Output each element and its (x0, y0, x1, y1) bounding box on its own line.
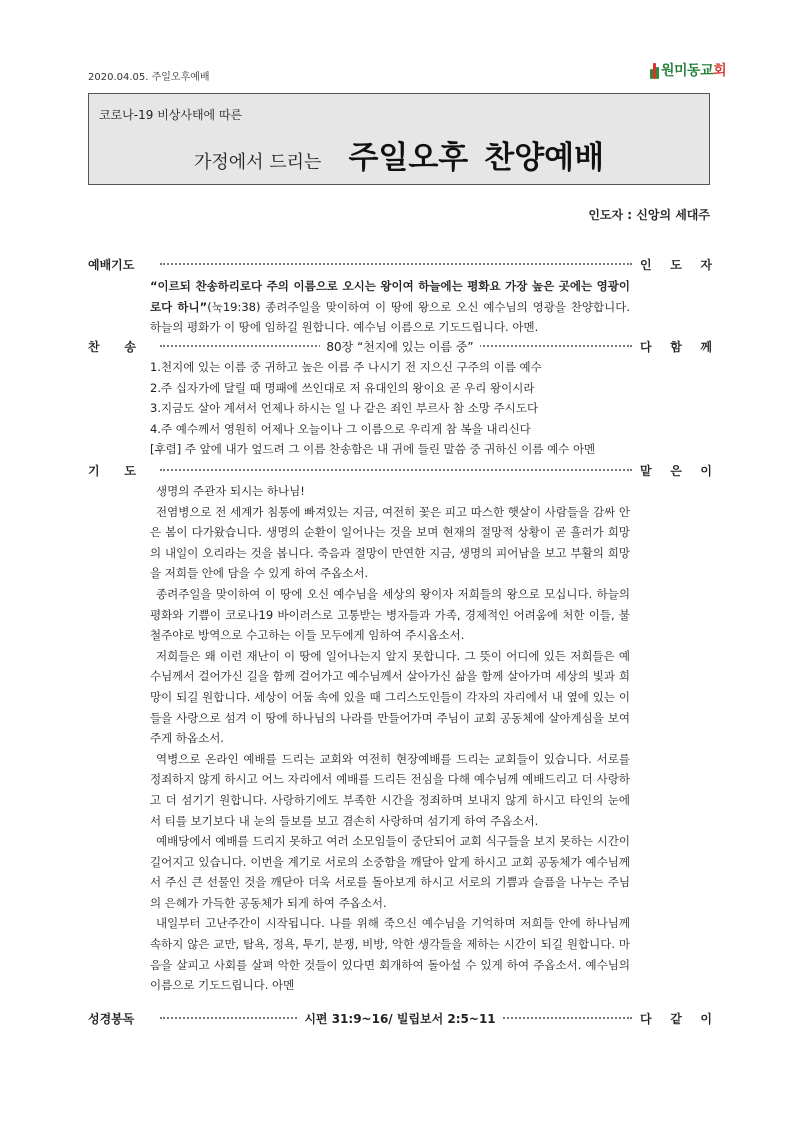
hymn-verse: 3.지금도 살아 계셔서 언제나 하시는 일 나 같은 죄인 부르사 참 소망 주시도다 (150, 401, 539, 416)
title-subtitle: 코로나-19 비상사태에 따른 (99, 108, 243, 122)
hymn-verse: 1.천지에 있는 이름 중 귀하고 높은 이름 주 나시기 전 지으신 구주의 이름 예수 (150, 360, 542, 374)
call-body: (눅19:38) 종려주일을 맞이하여 이 땅에 왕으로 오신 예수님의 영광을 찬양합니다. 하늘의 평화가 이 땅에 임하길 원합니다. 예수님 이름으로 기도드립니다. 아멘. (150, 299, 631, 335)
hymn-verses (150, 357, 630, 460)
order-row-call (88, 256, 712, 274)
prayer-paragraph: 전염병으로 전 세계가 침통에 빠져있는 지금, 여전히 꽃은 피고 따스한 햇살이 사람들을 감싸 안은 봄이 다가왔습니다. 생명의 순환이 일어나는 것을 보며 현재의 절망적 상황이 곧 흘러가 희망의 내일이 오리라는 것을 봅니다. 죽음과 절망이 만연한 지금, 생명의 피어남을 보고 부활의 희망을 저희들 안에 담을 수 있게 하여 주옵소서. (150, 504, 630, 581)
call-text (150, 276, 630, 338)
order-label: 예배기도 (88, 258, 135, 272)
hymn-verse: 2.주 십자가에 달릴 때 명패에 쓰인대로 저 유대인의 왕이요 곧 우리 왕이시라 (150, 380, 535, 395)
call-quote: “이르되 찬송하리로다 주의 이름으로 오시는 왕이여 하늘에는 평화요 가장 높은 곳에는 영광이로다 하니” (150, 279, 630, 314)
title-big: 주일오후 찬양예배 (348, 140, 605, 176)
header-date: 2020.04.05. 주일오후예배 (88, 72, 210, 83)
prayer-paragraph: 저희들은 왜 이런 재난이 이 땅에 일어나는지 알지 못합니다. 그 뜻이 어디에 있든 저희들은 예수님께서 걸어가신 길을 함께 걸어가고 예수님께서 살아가신 삶을 함께 살아가며 세상의 빛과 희망이 되길 원합니다. 세상이 어둠 속에 있을 때 그리스도인들이 각자의 자리에서 내 옆에 있는 이들을 사랑으로 섬겨 이 땅에 하나님의 나라를 만들어가며 주님이 교회 공동체에 살아계심을 보여주게 하옵소서. (150, 648, 630, 746)
order-label: 찬 송 (88, 340, 136, 354)
scripture-reference: 시편 31:9~16/ 빌립보서 2:5~11 (88, 1010, 712, 1027)
logo-mark-icon (650, 61, 659, 79)
church-logo (650, 60, 726, 80)
prayer-paragraph: 역병으로 온라인 예배를 드리는 교회와 여전히 현장예배를 드리는 교회들이 있습니다. 서로를 정죄하지 않게 하시고 어느 자리에서 예배를 드리든 전심을 다해 예수님께 예배드리고 더 사랑하고 더 섬기기 원합니다. 사랑하기에도 부족한 시간을 정죄하며 보내지 않게 하시고 타인의 눈에서 티를 보기보다 내 눈의 들보를 보고 겸손히 사랑하며 섬기게 하여 주옵소서. (150, 751, 630, 828)
logo-text: 원미동교회 (661, 63, 727, 79)
title-small: 가정에서 드리는 (193, 152, 322, 173)
prayer-text (150, 481, 630, 996)
order-label: 성경봉독 (88, 1012, 135, 1026)
dotted-leader (160, 263, 632, 265)
order-who: 맡 은 이 (640, 464, 712, 478)
title-main (89, 132, 709, 177)
order-who: 인 도 자 (640, 258, 712, 272)
order-who: 다 같 이 (640, 1012, 712, 1026)
hymn-title: 80장 “천지에 있는 이름 중” (88, 338, 712, 355)
prayer-paragraph: 종려주일을 맞이하여 이 땅에 오신 예수님을 세상의 왕이자 저희들의 왕으로 모십니다. 하늘의 평화와 기쁨이 코로나19 바이러스로 고통받는 병자들과 가족, 경제적인 어려움에 처한 이들, 불철주야로 방역으로 수고하는 이들 모두에게 임하여 주시옵소서. (150, 586, 630, 643)
hymn-refrain: [후렴] 주 앞에 내가 엎드려 그 이름 찬송함은 내 귀에 들린 말씀 중 귀하신 이름 예수 아멘 (150, 442, 596, 457)
order-row-scripture (88, 1010, 712, 1028)
prayer-paragraph: 예배당에서 예배를 드리지 못하고 여러 소모임들이 중단되어 교회 식구들을 보지 못하는 시간이 길어지고 있습니다. 이번을 계기로 서로의 소중함을 깨달아 알게 하시고 교회 공동체가 예수님께서 주신 큰 선물인 것을 깨닫아 더욱 서로를 돌아보게 하시고 서로의 기쁨과 슬픔을 나누는 주님의 은혜가 가득한 공동체가 되게 하여 주옵소서. (150, 834, 630, 910)
title-box (88, 93, 710, 185)
order-label: 기 도 (88, 464, 136, 478)
hymn-verse: 4.주 예수께서 영원히 어제나 오늘이나 그 이름으로 우리게 참 복을 내리신다 (150, 421, 531, 436)
prayer-paragraph: 내일부터 고난주간이 시작됩니다. 나를 위해 죽으신 예수님을 기억하며 저희들 안에 하나님께 속하지 않은 교만, 탐욕, 정욕, 투기, 분쟁, 비방, 악한 생각들을 제하는 시간이 되길 원합니다. 마음을 살피고 사회를 살펴 악한 것들이 있다면 회개하여 돌아설 수 있게 하여 주옵소서. 예수님의 이름으로 기도드립니다. 아멘 (150, 916, 630, 993)
order-row-prayer (88, 462, 712, 480)
worship-leader: 인도자 : 신앙의 세대주 (588, 208, 710, 222)
order-who: 다 함 께 (640, 340, 712, 354)
prayer-paragraph: 생명의 주관자 되시는 하나님! (156, 484, 305, 498)
dotted-leader (160, 469, 632, 471)
order-row-hymn (88, 338, 712, 356)
